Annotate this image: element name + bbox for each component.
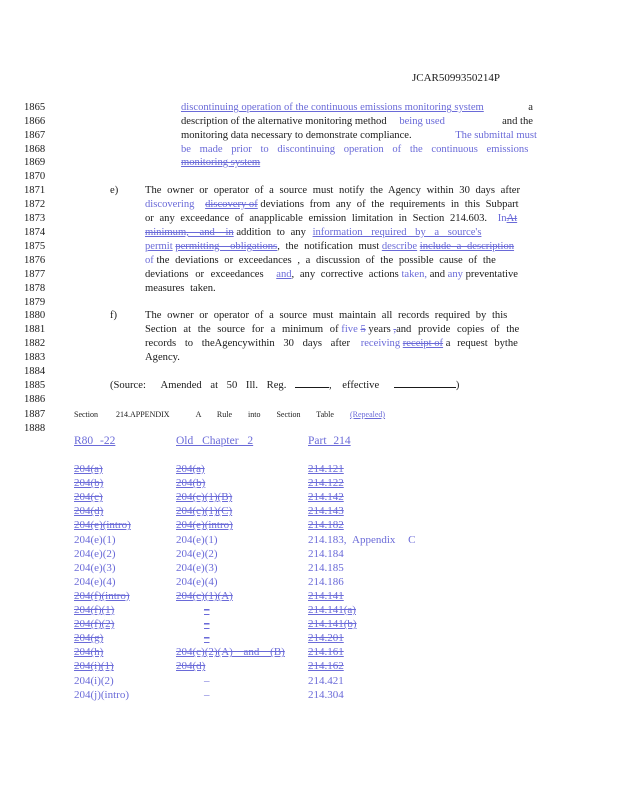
line-number: 1871	[24, 185, 46, 196]
table-cell: 214.141	[308, 589, 344, 602]
text-line	[145, 254, 537, 268]
inserted-text: discontinuing operation of the continuous emissions monitoring system	[181, 102, 484, 113]
table-cell: 204(e)(1)	[74, 533, 116, 546]
table-cell: 204(e)(3)	[74, 561, 116, 574]
table-cell: 204(a)	[176, 463, 205, 475]
text-line	[145, 198, 520, 212]
deleted-text: discovery of	[205, 199, 258, 210]
line-number: 1868	[24, 144, 46, 155]
table-cell: 214.143	[308, 505, 344, 518]
text: addition to any	[236, 227, 306, 238]
deleted-text: permitting obligations	[175, 241, 278, 252]
table-cell: 204(h)	[74, 646, 104, 659]
deleted-text: include a description	[419, 241, 515, 252]
table-cell: 204(i)(1)	[74, 660, 114, 673]
table-cell: 204(e)(4)	[74, 575, 116, 588]
table-cell: 214.182	[308, 519, 344, 532]
table-cell: –	[204, 688, 210, 701]
text: a	[528, 102, 533, 113]
table-cell: 204(a)	[74, 463, 103, 475]
table-cell: 204(e)(4)	[176, 575, 218, 588]
deleted-text: 5	[360, 324, 366, 335]
text: deviations from any of the requirements in this Subpart	[260, 199, 519, 210]
text: and provide copies of the	[396, 324, 520, 335]
text: and	[429, 269, 445, 280]
table-cell: 204(e)(intro)	[74, 519, 131, 532]
inserted-text: describe	[381, 241, 418, 252]
table-cell: –	[204, 604, 210, 616]
line-number: 1887	[24, 409, 46, 420]
line-number: 1876	[24, 255, 46, 266]
table-cell: 204(g)	[74, 632, 104, 645]
line-number: 1866	[24, 116, 46, 127]
text: preventative	[465, 269, 518, 280]
text-line	[145, 337, 537, 351]
line-number: 1883	[24, 352, 46, 363]
item-label: e)	[110, 185, 119, 196]
inserted-text: any	[447, 269, 463, 280]
table-cell: 204(c)(1)(B)	[176, 491, 233, 504]
inserted-text: of	[145, 255, 154, 266]
text-line: measures taken.	[145, 283, 216, 294]
table-cell: 204(e)(2)	[74, 547, 116, 560]
table-cell: –	[204, 618, 210, 631]
table-cell: Appendix C	[352, 533, 416, 546]
table-cell: 204(c)	[74, 491, 103, 504]
table-cell: 214.162	[308, 660, 344, 673]
inserted-text: discovering	[145, 199, 195, 210]
table-cell: –	[204, 674, 210, 687]
table-cell: 204(e)(2)	[176, 547, 218, 560]
table-cell: 204(d)	[74, 505, 104, 518]
text: a request bythe	[445, 338, 518, 349]
column-header: Old Chapter 2	[176, 435, 254, 447]
text-line	[181, 129, 537, 143]
line-number: 1885	[24, 380, 46, 391]
table-cell: 214.121	[308, 463, 344, 475]
text-line	[145, 323, 537, 337]
table-cell: 204(d)	[176, 660, 206, 673]
text: )	[455, 380, 460, 391]
table-cell: 214.185	[308, 561, 344, 574]
table-cell: 214.186	[308, 575, 344, 588]
table-cell: 204(e)(intro)	[176, 519, 233, 532]
table-cell: 204(f)(1)	[74, 604, 115, 616]
text-line	[145, 240, 537, 254]
inserted-text: and	[276, 269, 292, 280]
section-heading	[74, 408, 409, 422]
table-cell: 204(c)(1)(C)	[176, 505, 233, 518]
blank-field	[295, 387, 329, 388]
line-number: 1874	[24, 227, 46, 238]
table-cell: 214.122	[308, 477, 344, 490]
inserted-text: In	[497, 213, 507, 224]
text: the deviations or exceedances , a discussion of the possible cause of the	[156, 255, 496, 266]
text: Section at the source for a minimum of	[145, 324, 339, 335]
line-number: 1884	[24, 366, 46, 377]
line-number: 1872	[24, 199, 46, 210]
text: , the notification must	[277, 241, 380, 252]
line-number: 1877	[24, 269, 46, 280]
table-cell: 204(i)(2)	[74, 674, 114, 687]
item-label: f)	[110, 310, 118, 321]
line-number: 1881	[24, 324, 46, 335]
deleted-text: minimum, and in	[145, 227, 234, 238]
deleted-text: ,	[393, 324, 397, 335]
table-cell: 204(f)(intro)	[74, 589, 130, 602]
text: years	[368, 324, 391, 335]
line-number: 1867	[24, 130, 46, 141]
line-number: 1870	[24, 171, 46, 182]
text: 214.APPENDIX	[116, 410, 170, 419]
text: , any corrective actions	[291, 269, 399, 280]
column-header: R80 -22	[74, 435, 116, 447]
text: records to theAgencywithin 30 days after	[145, 338, 351, 349]
text-line	[145, 212, 537, 226]
table-cell: 204(c)(1)(A)	[176, 589, 233, 602]
text: and the	[502, 116, 533, 127]
table-cell: 214.184	[308, 547, 344, 560]
text: A Rule into Section Table	[195, 410, 334, 419]
table-cell: 214.304	[308, 688, 344, 701]
text-line	[145, 226, 537, 240]
inserted-text: be made prior to discontinuing operation of the continuous emissions	[181, 144, 529, 155]
inserted-text: five	[341, 324, 358, 335]
line-number: 1865	[24, 102, 46, 113]
document-id: JCAR5099350214P	[412, 72, 501, 84]
line-number: 1879	[24, 297, 46, 308]
text: (Source:	[110, 380, 146, 391]
text: , effective	[329, 380, 380, 391]
table-cell: 214.183,	[308, 533, 347, 546]
column-header: Part 214	[308, 435, 351, 447]
source-note	[110, 379, 459, 393]
text-line	[145, 268, 537, 282]
text-line: The owner or operator of a source must notify the Agency within 30 days after	[145, 185, 521, 196]
deleted-text: monitoring system	[181, 157, 261, 168]
inserted-text: taken,	[401, 269, 428, 280]
line-number: 1875	[24, 241, 46, 252]
table-cell: 204(f)(2)	[74, 618, 115, 631]
line-number: 1880	[24, 310, 46, 321]
text: or any exceedance of anapplicable emission limitation in Section 214.603.	[145, 213, 488, 224]
text: Section	[74, 410, 98, 419]
line-number: 1882	[24, 338, 46, 349]
table-cell: 204(e)(3)	[176, 561, 218, 574]
table-cell: 214.421	[308, 674, 344, 687]
table-cell: 204(c)(2)(A) and (B)	[176, 646, 285, 659]
table-cell: 214.161	[308, 646, 344, 659]
table-cell: 204(b)	[176, 477, 206, 490]
table-cell: 204(j)(intro)	[74, 688, 129, 701]
inserted-text: receiving	[360, 338, 401, 349]
text-line: Agency.	[145, 352, 180, 363]
table-cell: 214.141(a)	[308, 604, 356, 616]
text-line	[181, 101, 533, 115]
line-number: 1888	[24, 423, 46, 434]
text: deviations or exceedances	[145, 269, 264, 280]
inserted-text: permit	[145, 241, 173, 252]
inserted-text: The submittal must	[455, 130, 537, 141]
table-cell: 204(e)(1)	[176, 533, 218, 546]
inserted-text: being used	[399, 116, 445, 127]
table-cell: 204(b)	[74, 477, 104, 490]
text-line: The owner or operator of a source must maintain all records required by this	[145, 310, 508, 321]
inserted-text: information required by a source's	[312, 227, 482, 238]
text: Amended at 50 Ill. Reg.	[160, 380, 287, 391]
text: description of the alternative monitoring method	[181, 116, 387, 127]
line-number: 1878	[24, 283, 46, 294]
text-line	[181, 115, 533, 129]
blank-field	[394, 387, 456, 388]
inserted-text: (Repealed)	[349, 410, 386, 419]
line-number: 1886	[24, 394, 46, 405]
table-cell: 214.201	[308, 632, 344, 645]
table-cell: 214.141(b)	[308, 618, 357, 631]
line-number: 1873	[24, 213, 46, 224]
line-number: 1869	[24, 157, 46, 168]
table-cell: 214.142	[308, 491, 344, 504]
deleted-text: receipt of	[402, 338, 444, 349]
deleted-text: At	[506, 213, 518, 224]
table-cell: –	[204, 632, 210, 645]
text: monitoring data necessary to demonstrate compliance.	[181, 130, 412, 141]
